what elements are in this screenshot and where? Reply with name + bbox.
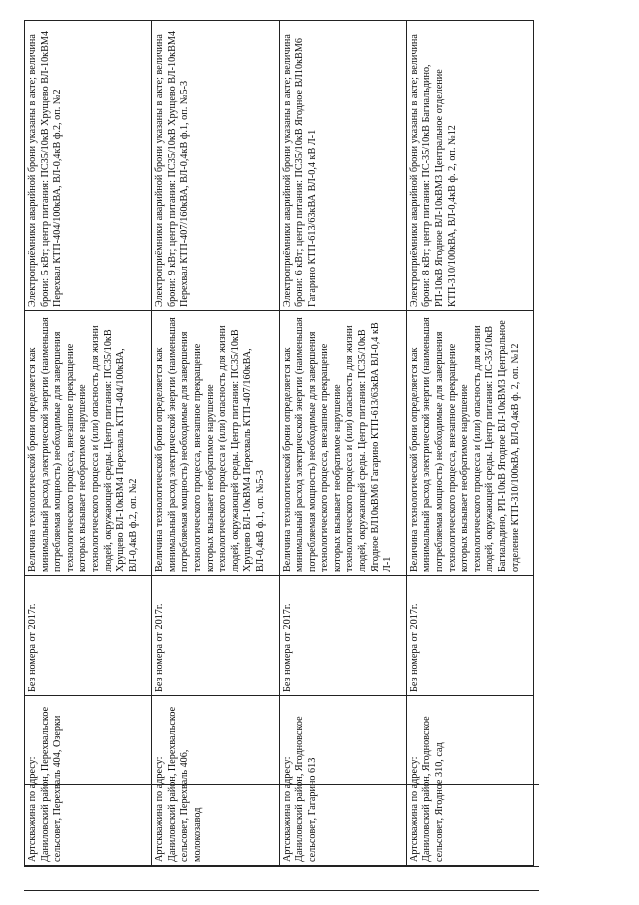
- tech-reserve-cell: Величина технологической брони определяется как минимальный расход электрической энергии (наименьшая потребляемая мощность) необходимые для завершения технологического процесса, внезапное прекращение которых вызывает необратимое нарушение технологического процесса и (или) опасность для жизни людей, окружающей среды. Центр питания: ПС35/10кВ Ягодное ВЛ10кВМ6 Гагарино КТП-613/63кВА ВЛ-0,4 кВ Л-1: [279, 311, 406, 576]
- act-number-cell: Без номера от 2017г.: [152, 576, 279, 696]
- tech-reserve-cell: Величина технологической брони определяется как минимальный расход электрической энергии (наименьшая потребляемая мощность) необходимые для завершения технологического процесса, внезапное прекращение которых вызывает необратимое нарушение технологического процесса и (или) опасность для жизни людей, окружающей среды. Центр питания: ПС35/10кВ Хрущево ВЛ-10кВМ4 Перехваль КТП-407/160кВА, ВЛ-0,4кВ ф.1, оп. №5-3: [152, 311, 279, 576]
- address-cell: Артскважина по адресу: Даниловский район, Перехвальское сельсовет, Перехваль 404, Озерки: [25, 696, 152, 866]
- table-row: [279, 21, 406, 866]
- table-row: [152, 21, 279, 866]
- emergency-reserve-cell: Электроприёмники аварийной брони указаны в акте; величина брони: 8 кВт; центр питания: ПС-35/10кВ Багиальдино, РП-10кВ Ягодное ВЛ-10кВМ3 Центральное отделение КТП-310/100кВА, ВЛ-0,4кВ ф. 2, оп. №12: [406, 21, 533, 311]
- horizontal-rule: [24, 866, 539, 867]
- horizontal-rule: [24, 784, 539, 785]
- act-number-cell: Без номера от 2017г.: [279, 576, 406, 696]
- act-number-cell: Без номера от 2017г.: [25, 576, 152, 696]
- rotated-table-page: [24, 21, 534, 866]
- horizontal-rule: [24, 890, 539, 891]
- emergency-reserve-cell: Электроприёмники аварийной брони указаны в акте; величина брони: 9 кВт; центр питания: ПС35/10кВ Хрущево ВЛ-10кВМ4 Перехвал КТП-407/160кВА, ВЛ-0,4кВ ф.1, оп. №5-3: [152, 21, 279, 311]
- address-cell: Артскважина по адресу: Даниловский район, Ягодновское сельсовет, Гагарино 613: [279, 696, 406, 866]
- table-row: [406, 21, 533, 866]
- reservation-table: [24, 20, 534, 866]
- emergency-reserve-cell: Электроприёмники аварийной брони указаны в акте; величина брони: 5 кВт; центр питания: ПС35/10кВ Хрущево ВЛ-10кВМ4 Перехвал КТП-404/100кВА, ВЛ-0,4кВ ф.2, оп. №2: [25, 21, 152, 311]
- act-number-cell: Без номера от 2017г.: [406, 576, 533, 696]
- emergency-reserve-cell: Электроприёмники аварийной брони указаны в акте; величина брони: 6 кВт; центр питания: ПС35/10кВ Ягодное ВЛ10кВМ6 Гагарино КТП-613/63кВА ВЛ-0,4 кВ Л-1: [279, 21, 406, 311]
- address-cell: Артскважина по адресу: Даниловский район, Ягодновское сельсовет, Ягодное 310, сад: [406, 696, 533, 866]
- tech-reserve-cell: Величина технологической брони определяется как минимальный расход электрической энергии (наименьшая потребляемая мощность) необходимые для завершения технологического процесса, внезапное прекращение которых вызывает необратимое нарушение технологического процесса и (или) опасность для жизни людей, окружающей среды. Центр питания: ПС35/10кВ Хрущево ВЛ-10кВМ4 Перехваль КТП-404/100кВА, ВЛ-0,4кВ ф.2, оп. №2: [25, 311, 152, 576]
- table-row: [25, 21, 152, 866]
- address-cell: Артскважина по адресу: Даниловский район, Перехвальское сельсовет, Перехваль 406, молокозавод: [152, 696, 279, 866]
- tech-reserve-cell: Величина технологической брони определяется как минимальный расход электрической энергии (наименьшая потребляемая мощность) необходимые для завершения технологического процесса, внезапное прекращение которых вызывает необратимое нарушение технологического процесса и (или) опасность для жизни людей, окружающей среды. Центр питания: ПС-35/10кВ Багиальдино, РП-10кВ Ягодное ВЛ-10кВМ3 Центральное отделение КТП-310/100кВА, ВЛ-0,4кВ ф. 2, оп. №12: [406, 311, 533, 576]
